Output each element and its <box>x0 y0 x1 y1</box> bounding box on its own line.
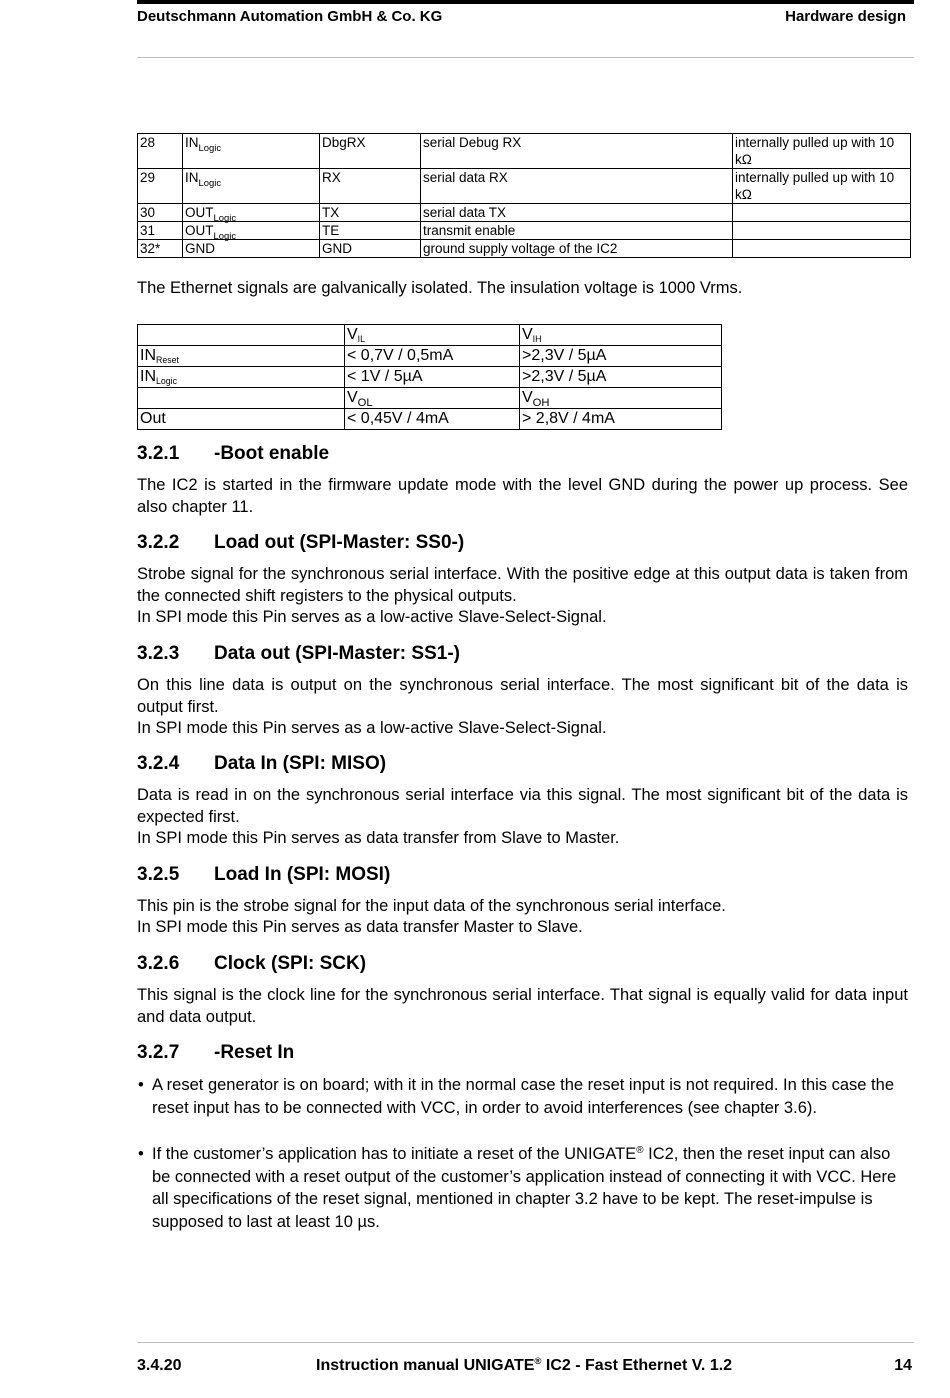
pin-description-cell: serial Debug RX <box>421 134 733 169</box>
section-text: This signal is the clock line for the synchronous serial interface. That signal is equally valid for data input and data output. <box>137 986 908 1026</box>
pin-signal-cell: TX <box>320 204 421 222</box>
section-heading-data-out: 3.2.3 Data out (SPI-Master: SS1-) <box>137 643 460 664</box>
voltage-cell: $IN_{Logic}$ <box>138 367 345 388</box>
header-top-rule <box>137 0 914 4</box>
section-text: On this line data is output on the synchronous serial interface. The most significant bit of the data is output first. <box>137 676 908 716</box>
section-text: In SPI mode this Pin serves as a low-active Slave-Select-Signal. <box>137 719 607 737</box>
section-text: The IC2 is started in the firmware update mode with the level GND during the power up process. See also chapter 11. <box>137 476 908 516</box>
voltage-cell: >2,3V / 5µA <box>520 367 722 388</box>
pin-note-cell: internally pulled up with 10 kΩ <box>733 169 911 204</box>
voltage-table <box>137 324 722 430</box>
pin-description-cell: serial data RX <box>421 169 733 204</box>
section-text: In SPI mode this Pin serves as data transfer from Slave to Master. <box>137 829 620 847</box>
section-text: This pin is the strobe signal for the input data of the synchronous serial interface. <box>137 897 726 915</box>
voltage-row-out <box>138 409 722 430</box>
pin-number-cell: 30 <box>138 204 183 222</box>
voltage-cell: $IN_{Reset}$ <box>138 346 345 367</box>
voltage-cell: >2,3V / 5µA <box>520 346 722 367</box>
pin-row <box>138 134 911 169</box>
voltage-cell <box>138 388 345 409</box>
header-company: Deutschmann Automation GmbH & Co. KG <box>137 8 443 25</box>
header-rule <box>137 57 914 58</box>
pin-signal-cell: GND <box>320 240 421 258</box>
voltage-cell: > 2,8V / 4mA <box>520 409 722 430</box>
pin-note-cell: internally pulled up with 10 kΩ <box>733 134 911 169</box>
pin-row <box>138 169 911 204</box>
bullet-icon: • <box>138 1145 144 1163</box>
voltage-cell: $V_{IH}$ <box>520 325 722 346</box>
pin-type-cell: $IN_{Logic}$ <box>183 169 320 204</box>
list-item-text: A reset generator is on board; with it in the normal case the reset input is not required. In this case the reset input has to be connected with VCC, in order to avoid interferences (see chapter 3.6). <box>152 1076 894 1117</box>
voltage-cell: < 0,7V / 0,5mA <box>345 346 520 367</box>
voltage-row-in-logic <box>138 367 722 388</box>
footer-page-number: 14 <box>894 1357 912 1374</box>
section-heading-boot-enable: 3.2.1 -Boot enable <box>137 443 330 464</box>
voltage-row-in-reset <box>138 346 722 367</box>
footer-version: 3.4.20 <box>137 1357 182 1374</box>
pin-number-cell: 32* <box>138 240 183 258</box>
section-heading-data-in: 3.2.4 Data In (SPI: MISO) <box>137 753 387 774</box>
section-text: In SPI mode this Pin serves as data transfer Master to Slave. <box>137 918 583 936</box>
pin-number-cell: 28 <box>138 134 183 169</box>
voltage-cell: < 1V / 5µA <box>345 367 520 388</box>
section-text: In SPI mode this Pin serves as a low-active Slave-Select-Signal. <box>137 608 607 626</box>
footer-rule <box>137 1342 914 1343</box>
pin-number-cell: 29 <box>138 169 183 204</box>
section-heading-clock: 3.2.6 Clock (SPI: SCK) <box>137 953 367 974</box>
section-heading-load-out: 3.2.2 Load out (SPI-Master: SS0-) <box>137 532 465 553</box>
voltage-cell <box>138 325 345 346</box>
pin-description-cell: ground supply voltage of the IC2 <box>421 240 733 258</box>
pin-signal-cell: TE <box>320 222 421 240</box>
ethernet-note: The Ethernet signals are galvanically isolated. The insulation voltage is 1000 Vrms. <box>137 279 743 297</box>
voltage-cell: $V_{OL}$ <box>345 388 520 409</box>
list-item-text: If the customer’s application has to initiate a reset of the UNIGATE® IC2, then the reset input can also be connected with a reset output of the customer’s application instead of connecting it with VCC. Here all specifications of the reset signal, mentioned in chapter 3.2 have to be kept. The reset-impulse is supposed to last at least 10 µs. <box>152 1145 897 1231</box>
section-heading-reset-in: 3.2.7 -Reset In <box>137 1042 295 1063</box>
pin-table <box>137 133 911 258</box>
header-section: Hardware design <box>785 8 906 25</box>
list-item <box>137 1074 908 1119</box>
pin-type-cell: $OUT_{Logic}$ <box>183 204 320 222</box>
pin-description-cell: transmit enable <box>421 222 733 240</box>
pin-description-cell: serial data TX <box>421 204 733 222</box>
voltage-cell: < 0,45V / 4mA <box>345 409 520 430</box>
pin-type-cell: $IN_{Logic}$ <box>183 134 320 169</box>
section-text: Strobe signal for the synchronous serial interface. With the positive edge at this output data is taken from the connected shift registers to the physical outputs. <box>137 565 908 605</box>
voltage-row-header-out <box>138 388 722 409</box>
bullet-icon: • <box>138 1076 144 1094</box>
pin-number-cell: 31 <box>138 222 183 240</box>
pin-type-cell: GND <box>183 240 320 258</box>
pin-note-cell <box>733 240 911 258</box>
voltage-row-header-in <box>138 325 722 346</box>
voltage-cell: $V_{IL}$ <box>345 325 520 346</box>
pin-row <box>138 222 911 240</box>
pin-type-cell: $OUT_{Logic}$ <box>183 222 320 240</box>
footer-title: Instruction manual UNIGATE® IC2 - Fast Ethernet V. 1.2 <box>316 1356 733 1374</box>
pin-note-cell <box>733 204 911 222</box>
voltage-cell: Out <box>138 409 345 430</box>
pin-row <box>138 204 911 222</box>
pin-row <box>138 240 911 258</box>
pin-signal-cell: RX <box>320 169 421 204</box>
voltage-cell: $V_{OH}$ <box>520 388 722 409</box>
section-heading-load-in: 3.2.5 Load In (SPI: MOSI) <box>137 864 391 885</box>
pin-note-cell <box>733 222 911 240</box>
section-text: Data is read in on the synchronous serial interface via this signal. The most significant bit of the data is expected first. <box>137 786 908 826</box>
pin-signal-cell: DbgRX <box>320 134 421 169</box>
list-item <box>137 1143 908 1233</box>
